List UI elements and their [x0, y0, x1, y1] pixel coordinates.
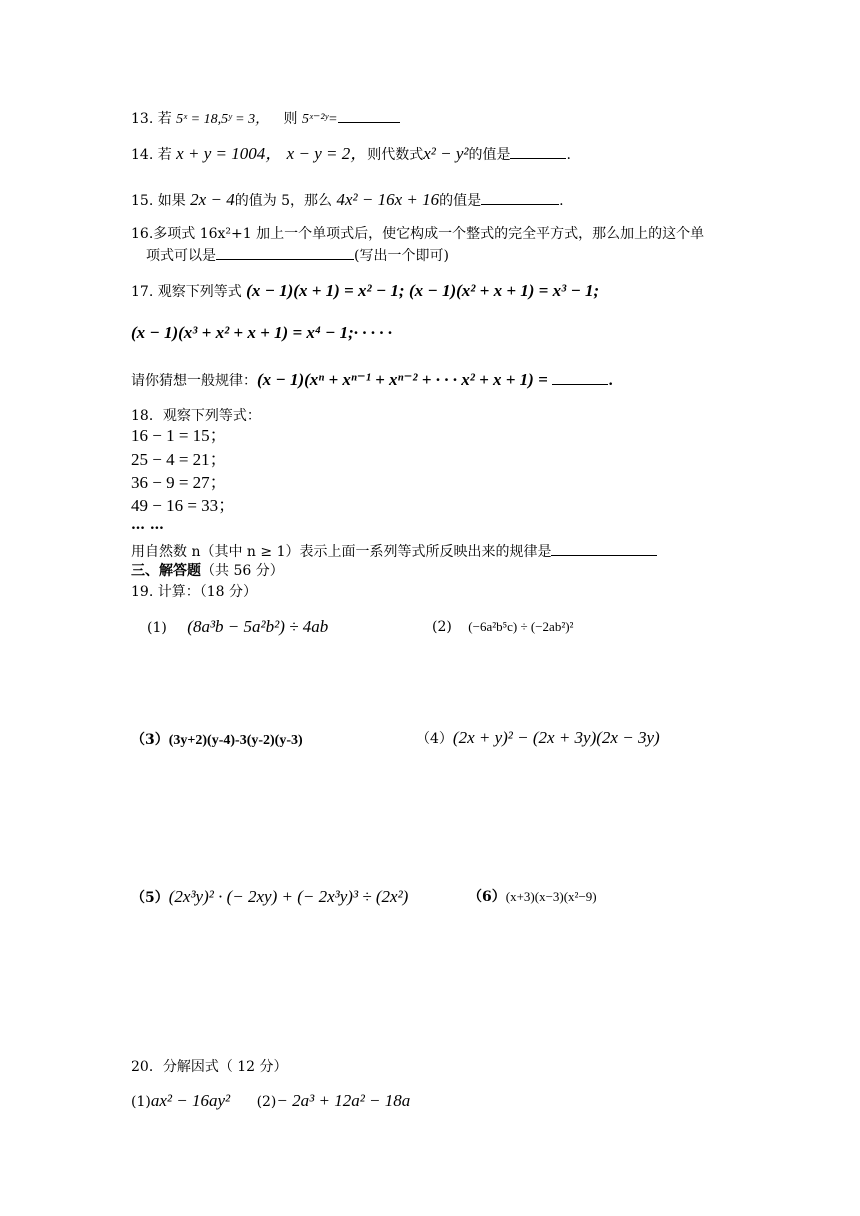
q19-part-6: （6）(x+3)(x−3)(x²−9) [468, 889, 597, 905]
question-15: 15. 如果 2x − 4的值为 5，那么 4x² − 16x + 16的值是 . [131, 190, 564, 209]
q13-expression: 5ˣ⁻²ʸ= [302, 112, 338, 127]
q18-eq-4: 49 − 16 = 33； [131, 496, 236, 515]
q19-part-5: （5）(2x³y)² · (− 2xy) + (− 2x³y)³ ÷ (2x²) [131, 887, 409, 906]
question-17: 17. 观察下列等式 (x − 1)(x + 1) = x² − 1; (x − 1)(x² + x + 1) = x³ − 1; [131, 281, 600, 300]
q19-part-1: (1) (8a³b − 5a²b²) ÷ 4ab [147, 617, 329, 636]
q19-part-3: （3）(3y+2)(y-4)-3(y-2)(y-3) [131, 732, 303, 748]
section-3-heading: 三、解答题（共 56 分） [131, 563, 284, 579]
question-18-ask: 用自然数 n（其中 n ≥ 1）表示上面一系列等式所反映出来的规律是 [131, 541, 657, 561]
answer-blank[interactable] [481, 190, 559, 205]
question-18-title: 18．观察下列等式： [131, 408, 261, 424]
question-16-line2: 项式可以是 (写出一个即可) [146, 245, 449, 265]
question-17-general: 请你猜想一般规律：(x − 1)(xⁿ + xⁿ⁻¹ + xⁿ⁻² + · · · x² + x + 1) = . [131, 370, 614, 389]
answer-blank[interactable] [216, 245, 354, 260]
q13-condition: 5ˣ = 18,5ʸ = 3， [176, 112, 270, 127]
q18-eq-2: 25 − 4 = 21； [131, 450, 227, 469]
q18-eq-3: 36 − 9 = 27； [131, 473, 227, 492]
q18-eq-1: 16 − 1 = 15； [131, 426, 227, 445]
answer-blank[interactable] [338, 108, 400, 123]
answer-blank[interactable] [510, 144, 566, 159]
question-17-eq3: (x − 1)(x³ + x² + x + 1) = x⁴ − 1;· · · · · [131, 323, 393, 342]
question-14: 14. 若 x + y = 1004， x − y = 2，则代数式x² − y²的值是 . [131, 144, 571, 163]
question-19-title: 19. 计算：（18 分） [131, 584, 257, 600]
q19-part-2: (2) (−6a²b⁵c) ÷ (−2ab²)² [432, 619, 574, 635]
q19-part-4: （4）(2x + y)² − (2x + 3y)(2x − 3y) [416, 728, 660, 747]
q18-dots: … … [131, 517, 164, 533]
q20-parts: (1)ax² − 16ay² (2)− 2a³ + 12a² − 18a [131, 1091, 411, 1110]
question-16-line1: 16.多项式 16x²+1 加上一个单项式后，使它构成一个整式的完全平方式，那么加上的这个单 [131, 226, 705, 242]
question-20-title: 20．分解因式（ 12 分） [131, 1059, 288, 1075]
answer-blank[interactable] [551, 541, 657, 556]
answer-blank[interactable] [552, 370, 608, 385]
question-13: 13. 若 5ˣ = 18,5ʸ = 3， 则 5ˣ⁻²ʸ= [131, 108, 400, 129]
